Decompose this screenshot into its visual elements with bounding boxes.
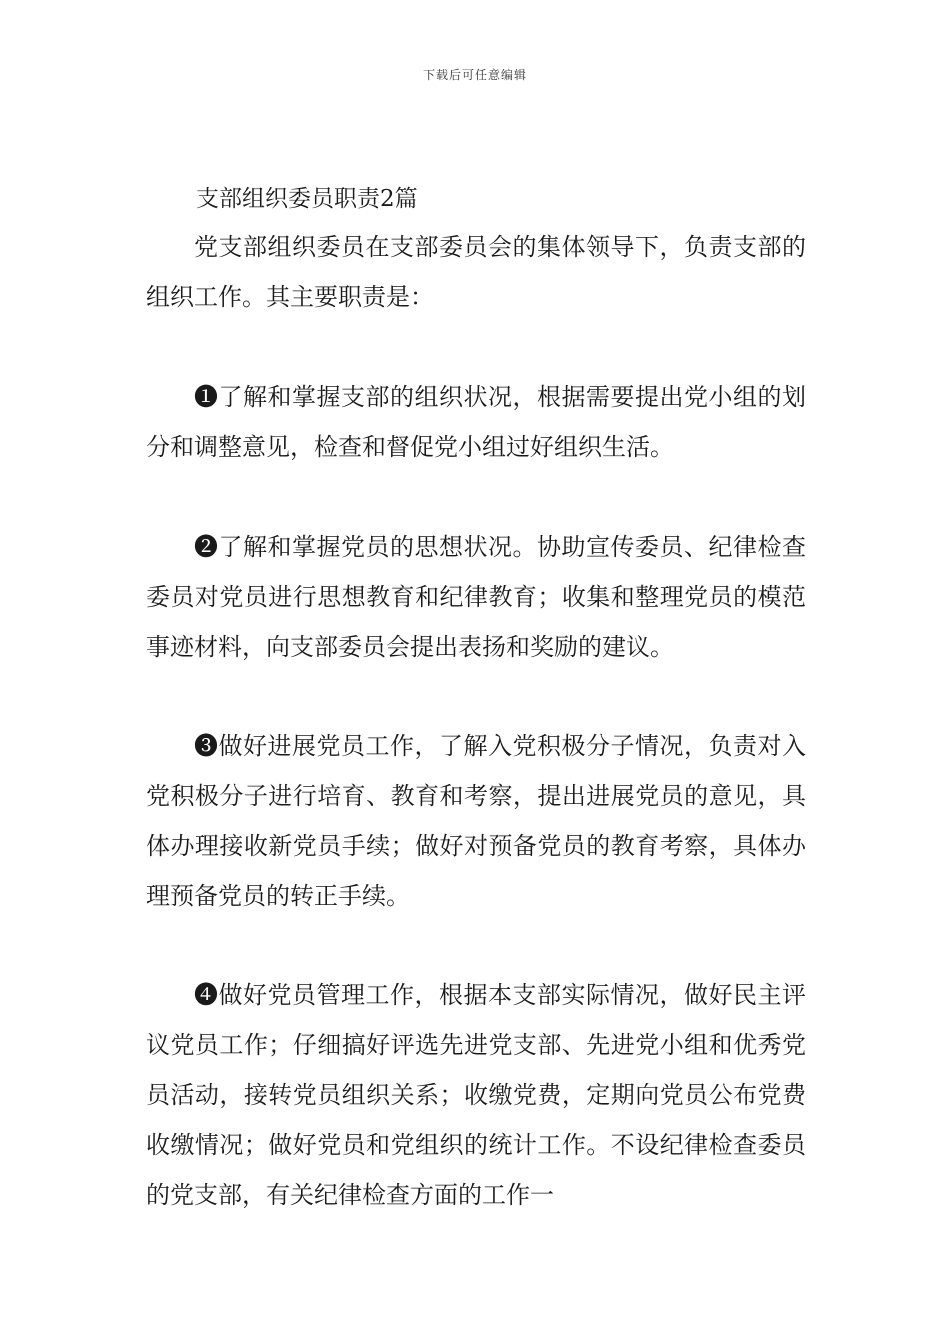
document-title: 支部组织委员职责2篇 xyxy=(196,186,418,212)
duty-paragraph-1: ❶了解和掌握支部的组织状况，根据需要提出党小组的划分和调整意见，检查和督促党小组过好组织生活。 xyxy=(146,383,806,461)
duty-paragraph-4: ❹做好党员管理工作，根据本支部实际情况，做好民主评议党员工作；仔细搞好评选先进党支部、先进党小组和优秀党员活动，接转党员组织关系；收缴党费，定期向党员公布党费收缴情况；做好党员和党组织的统计工作。不设纪律检查委员的党支部，有关纪律检查方面的工作一 xyxy=(146,981,806,1209)
duty-paragraph-3: ❸做好进展党员工作，了解入党积极分子情况，负责对入党积极分子进行培育、教育和考察，提出进展党员的意见，具体办理接收新党员手续；做好对预备党员的教育考察，具体办理预备党员的转正手续。 xyxy=(146,732,806,910)
page-header: 下载后可任意编辑 xyxy=(422,68,527,82)
intro-paragraph: 党支部组织委员在支部委员会的集体领导下，负责支部的组织工作。其主要职责是： xyxy=(146,233,806,311)
duty-paragraph-2: ❷了解和掌握党员的思想状况。协助宣传委员、纪律检查委员对党员进行思想教育和纪律教育；收集和整理党员的模范事迹材料，向支部委员会提出表扬和奖励的建议。 xyxy=(146,533,806,661)
